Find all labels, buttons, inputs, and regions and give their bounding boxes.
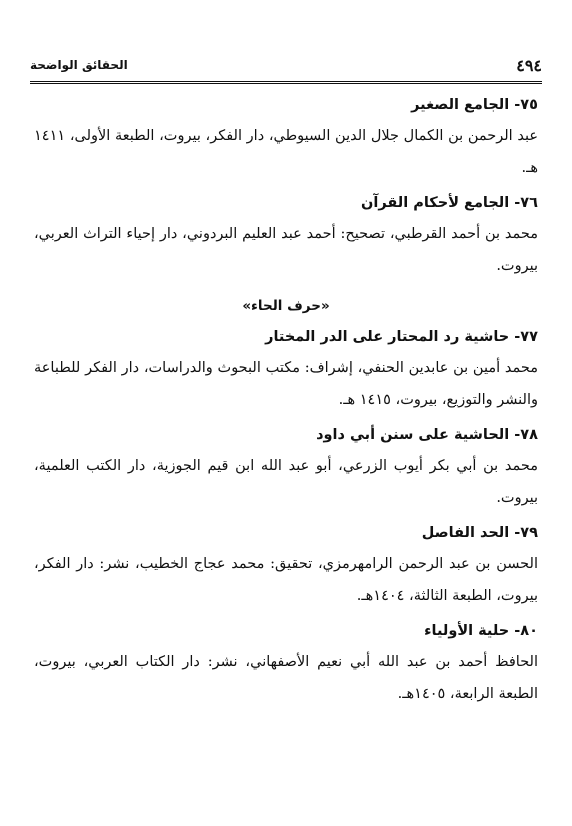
- page-body: [34, 90, 538, 766]
- entry-text: محمد بن أبي بكر أيوب الزرعي، أبو عبد الله ابن قيم الجوزية، دار الكتب العلمية، بيروت.: [34, 458, 538, 506]
- running-title: الحقائق الواضحة: [30, 58, 128, 72]
- entry-text: محمد بن أحمد القرطبي، تصحيح: أحمد عبد العليم البردوني، دار إحياء التراث العربي، بيروت.: [34, 226, 538, 274]
- page-header: [30, 52, 542, 82]
- entry-title: ٧٩- الحد الفاصل: [421, 525, 538, 541]
- header-rule: [30, 81, 542, 84]
- entry-title: ٧٨- الحاشية على سنن أبي داود: [316, 427, 538, 443]
- entry-text: الحافظ أحمد بن عبد الله أبي نعيم الأصفهاني، نشر: دار الكتاب العربي، بيروت، الطبعة الرابعة، ١٤٠٥هـ.: [34, 654, 538, 702]
- page-number: ٤٩٤: [516, 56, 542, 75]
- entry-title: ٧٧- حاشية رد المحتار على الدر المختار: [265, 329, 538, 345]
- entry-title: ٨٠- حلية الأولياء: [424, 623, 538, 639]
- entry-title: ٧٥- الجامع الصغير: [411, 97, 538, 113]
- entry-title: ٧٦- الجامع لأحكام القرآن: [360, 195, 538, 211]
- entry-text: محمد أمين بن عابدين الحنفي، إشراف: مكتب البحوث والدراسات، دار الفكر للطباعة والنشر والتوزيع، بيروت، ١٤١٥ هـ.: [34, 360, 538, 408]
- entry-text: الحسن بن عبد الرحمن الرامهرمزي، تحقيق: محمد عجاج الخطيب، نشر: دار الفكر، بيروت، الطبعة الثالثة، ١٤٠٤هـ.: [34, 556, 538, 604]
- entry-text: عبد الرحمن بن الكمال جلال الدين السيوطي، دار الفكر، بيروت، الطبعة الأولى، ١٤١١ هـ.: [34, 128, 538, 176]
- section-heading: «حرف الحاء»: [242, 298, 330, 314]
